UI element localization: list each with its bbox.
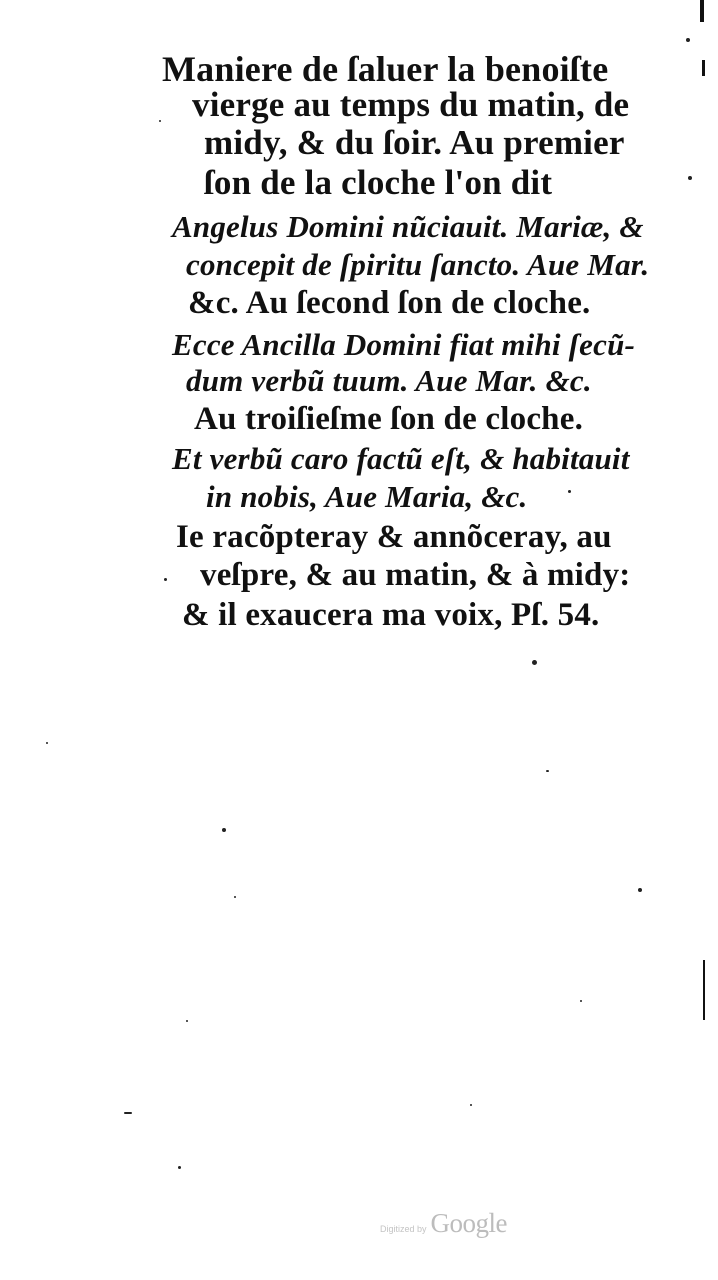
- scan-speck: [178, 1166, 181, 1169]
- watermark-prefix: Digitized by: [380, 1224, 427, 1234]
- text-line-2: vierge au temps du matin, de: [192, 85, 630, 124]
- text-line-10: Au troiſieſme ſon de cloche.: [194, 401, 584, 437]
- text-line-8: Ecce Ancilla Domini fiat mihi ſecũ-: [172, 327, 636, 362]
- scan-speck: [124, 1112, 132, 1114]
- text-line-13: Ie racõpteray & annõceray, au: [176, 519, 612, 555]
- text-line-15: & il exaucera ma voix, Pſ. 54.: [182, 597, 600, 633]
- scan-speck: [532, 660, 537, 665]
- scan-edge-mark: [703, 960, 705, 1020]
- scan-speck: [568, 490, 571, 493]
- scan-speck: [688, 176, 692, 180]
- scan-speck: [638, 888, 642, 892]
- text-line-7: &c. Au ſecond ſon de cloche.: [188, 285, 591, 321]
- text-line-12: in nobis, Aue Maria, &c.: [206, 479, 528, 514]
- text-line-4: ſon de la cloche l'on dit: [204, 163, 553, 202]
- scan-speck: [234, 896, 236, 898]
- scan-edge-mark: [702, 60, 705, 76]
- scan-speck: [222, 828, 226, 832]
- scan-speck: [46, 742, 48, 744]
- scan-speck: [546, 770, 549, 772]
- text-line-1: Maniere de ſaluer la benoiſte: [162, 49, 609, 89]
- text-line-11: Et verbũ caro factũ eſt, & habitauit: [172, 441, 630, 476]
- scan-speck: [159, 120, 161, 122]
- text-line-14: veſpre, & au matin, & à midy:: [200, 557, 631, 593]
- text-line-9: dum verbũ tuum. Aue Mar. &c.: [186, 363, 592, 398]
- scan-speck: [164, 578, 167, 581]
- digitized-watermark: [380, 1208, 507, 1239]
- text-line-5: Angelus Domini nũciauit. Mariæ, &: [172, 209, 644, 244]
- scan-edge-mark: [700, 0, 704, 22]
- scan-speck: [580, 1000, 582, 1002]
- scan-speck: [686, 38, 690, 42]
- google-logo: Google: [430, 1208, 508, 1238]
- text-line-6: concepit de ſpiritu ſancto. Aue Mar.: [186, 247, 650, 282]
- scan-speck: [470, 1104, 472, 1106]
- text-line-3: midy, & du ſoir. Au premier: [204, 123, 625, 162]
- scan-speck: [186, 1020, 188, 1022]
